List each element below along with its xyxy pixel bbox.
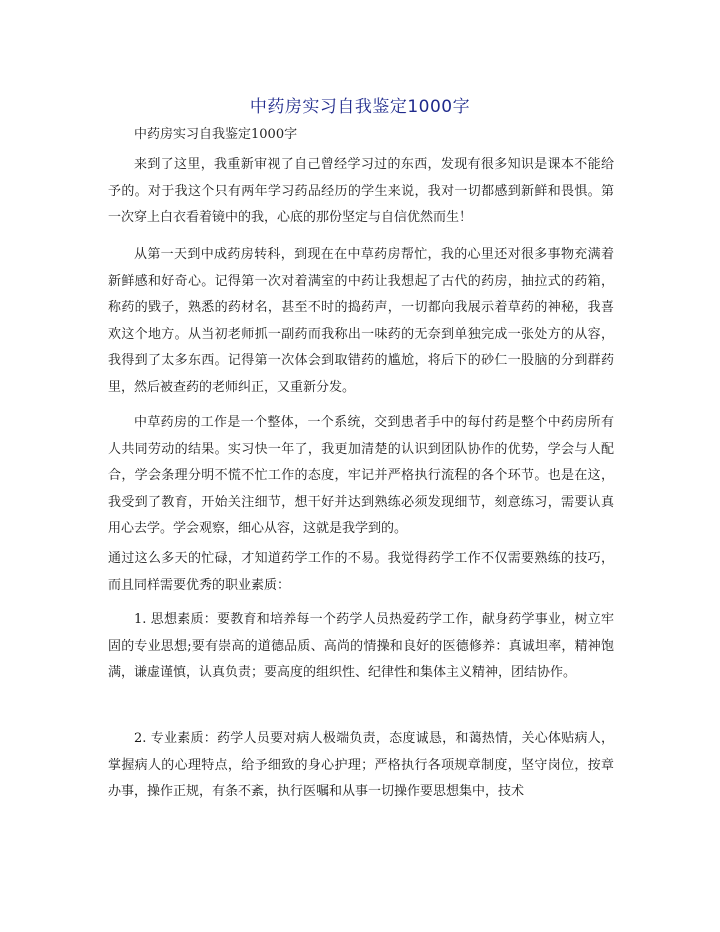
paragraph-summary: 通过这么多天的忙碌，才知道药学工作的不易。我觉得药学工作不仅需要熟练的技巧，而且同样需要优秀的职业素质：: [108, 551, 614, 593]
paragraph-professional-quality: 2. 专业素质：药学人员要对病人极端负责，态度诚恳，和蔼热情，关心体贴病人，掌握病人的心理特点，给予细致的身心护理；严格执行各项规章制度，坚守岗位，按章办事，操作正规，有条不紊，执行医嘱和从事一切操作要思想集中，技术: [108, 731, 614, 799]
paragraph-ideological-quality: 1. 思想素质：要教育和培养每一个药学人员热爱药学工作，献身药学事业，树立牢固的专业思想;要有崇高的道德品质、高尚的情操和良好的医德修养：真诚坦率，精神饱满，谦虚谨慎，认真负责；要高度的组织性、纪律性和集体主义精神，团结协作。: [108, 612, 614, 680]
paragraph-teamwork: 中草药房的工作是一个整体，一个系统，交到患者手中的每付药是整个中药房所有人共同劳动的结果。实习快一年了，我更加清楚的认识到团队协作的优势，学会与人配合，学会条理分明不慌不忙工作的态度，牢记并严格执行流程的各个环节。也是在这，我受到了教育，开始关注细节，想干好并达到熟练必须发现细节，刻意练习，需要认真用心去学。学会观察，细心从容，这就是我学到的。: [108, 415, 614, 536]
paragraph-experience: 从第一天到中成药房转科，到现在在中草药房帮忙，我的心里还对很多事物充满着新鲜感和好奇心。记得第一次对着满室的中药让我想起了古代的药房，抽拉式的药箱，称药的戥子，熟悉的药材名，甚至不时的捣药声，一切都向我展示着草药的神秘，我喜欢这个地方。从当初老师抓一副药而我称出一味药的无奈到单独完成一张处方的从容，我得到了太多东西。记得第一次体会到取错药的尴尬，将后下的砂仁一股脑的分到群药里，然后被查药的老师纠正，又重新分发。: [108, 247, 614, 395]
document-title: 中药房实习自我鉴定1000字: [249, 97, 471, 117]
document-subtitle: 中药房实习自我鉴定1000字: [134, 127, 298, 142]
paragraph-intro: 来到了这里，我重新审视了自己曾经学习过的东西，发现有很多知识是课本不能给予的。对于我这个只有两年学习药品经历的学生来说，我对一切都感到新鲜和畏惧。第一次穿上白衣看着镜中的我，心底的那份坚定与自信优然而生！: [108, 157, 614, 225]
